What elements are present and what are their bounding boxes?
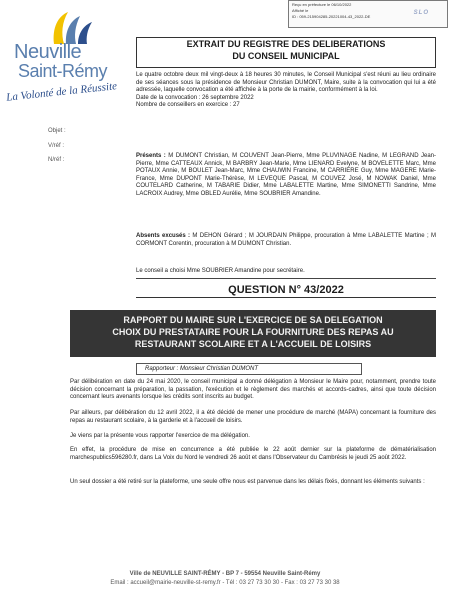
convocation-date: Date de la convocation : 26 septembre 2022: [136, 94, 254, 101]
logo-tagline: La Volonté de la Réussite: [5, 80, 118, 104]
present-list: M DUMONT Christian, M COUVENT Jean-Pierre, Mme PLUVINAGE Nadine, M LEGRAND Jean-Pierre, Mme CATTEAUX Annick, M BARBRY Jean-Marie, Mme LIENARD Evelyne, M BOVELETTE Marc, Mme POTAUX Annie, M BOULET Jean-Marc, Mme CHAUWIN Francine, M CARRIERE Guy, Mme MAGERE Marie-France, Mme DUPONT Marie-Thérèse, M LEVEQUE Pascal, M COUVEZ José, M NOWAK Daniel, Mme COUTELARD Catherine, M TABARIE Didier, Mme LABALETTE Martine, Mme SIMONETTI Sandrine, Mme LACROIX Audrey, Mme OBLED Aurélie, Mme SOUBRIER Amandine.: [136, 153, 436, 197]
side-label-vref: V/réf :: [48, 143, 65, 149]
side-label-objet: Objet :: [48, 128, 66, 134]
councillor-count: Nombre de conseillers en exercice : 27: [136, 102, 240, 108]
paragraph-offer: Un seul dossier a été retiré sur la plateforme, une seule offre nous est parvenue dans les délais fixés, donnant les éléments suivants :: [70, 479, 425, 485]
header-title-line2: DU CONSEIL MUNICIPAL: [232, 51, 340, 61]
stamp-posted-line: Affiché le: [292, 8, 309, 13]
attendees-absent: [136, 233, 436, 248]
paragraph-publication: En effet, la procédure de mise en concurrence a été publiée le 22 août dernier sur la plateforme de dématérialisation marchespublics596280.fr, dans La Voix du Nord le vendredi 26 août et dans l'Observateur du Cambrésis le jeudi 25 août 2022.: [70, 447, 436, 461]
present-label: Présents :: [136, 153, 166, 159]
absent-list: M DEHON Gérard ; M JOURDAIN Philippe, procuration à Mme LABALETTE Martine ; M CORMONT Corentin, procuration à M DUMONT Christian.: [136, 233, 437, 247]
logo-town-name-line2: Saint-Rémy: [18, 61, 108, 81]
side-label-nref: N/réf :: [48, 157, 65, 163]
paragraph-report: Je viens par la présente vous rapporter l'exercice de ma délégation.: [70, 433, 250, 439]
absent-label: Absents excusés :: [136, 233, 191, 239]
paragraph-delegation: Par délibération en date du 24 mai 2020, le conseil municipal a donné délégation à Monsieur le Maire pour, notamment, prendre toute décision concernant la préparation, la passation, l'exécution et le règlement des marchés et accords-cadres, ainsi que toute décision concernant leurs avenants lorsque les crédits sont inscrits au budget.: [70, 379, 436, 400]
document-header: [136, 37, 436, 68]
logo-town-name-line1: Neuville: [14, 41, 82, 63]
page-footer: [0, 570, 450, 588]
header-title-line1: EXTRAIT DU REGISTRE DES DELIBERATIONS: [186, 39, 386, 49]
section-divider: [136, 278, 436, 279]
stamp-id-line: ID : 059-215904285-20221004-43_2022-DE: [292, 14, 371, 19]
session-intro: [136, 72, 436, 110]
report-title-banner: [70, 310, 436, 357]
banner-line1: RAPPORT DU MAIRE SUR L'EXERCICE DE SA DELEGATION: [123, 315, 383, 325]
banner-line3: RESTAURANT SCOLAIRE ET A L'ACCUEIL DE LOISIRS: [134, 339, 372, 349]
attendees-present: [136, 153, 436, 198]
question-number: QUESTION N° 43/2022: [136, 284, 436, 298]
prefecture-stamp: [288, 0, 448, 28]
banner-line2: CHOIX DU PRESTATAIRE POUR LA FOURNITURE DES REPAS AU: [112, 327, 394, 337]
stamp-mark: SLO: [413, 10, 429, 16]
stamp-received-line: Reçu en préfecture le 06/10/2022: [292, 2, 352, 7]
footer-address: Ville de NEUVILLE SAINT-RÉMY - BP 7 - 59554 Neuville Saint-Rémy: [129, 571, 321, 577]
rapporteur-box: Rapporteur : Monsieur Christian DUMONT: [136, 363, 362, 375]
paragraph-procedure: Par ailleurs, par délibération du 12 avril 2022, il a été décidé de mener une procédure de marché (MAPA) concernant la fourniture des repas au restaurant scolaire, à la garderie et à l'accueil de loisirs.: [70, 410, 436, 424]
intro-paragraph: Le quatre octobre deux mil vingt-deux à 18 heures 30 minutes, le Conseil Municipal s'est réuni au lieu ordinaire de ses séances sous la présidence de Monsieur Christian DUMONT, Maire, suite à la convocation qui lui a été adressée, laquelle convocation a été affichée à la porte de la mairie, conformément à la loi.: [136, 72, 436, 93]
footer-contact: Email : accueil@mairie-neuville-st-remy.fr - Tél : 03 27 73 30 30 - Fax : 03 27 73 30 38: [110, 580, 340, 586]
secretary-line: Le conseil a choisi Mme SOUBRIER Amandine pour secrétaire.: [136, 268, 305, 274]
